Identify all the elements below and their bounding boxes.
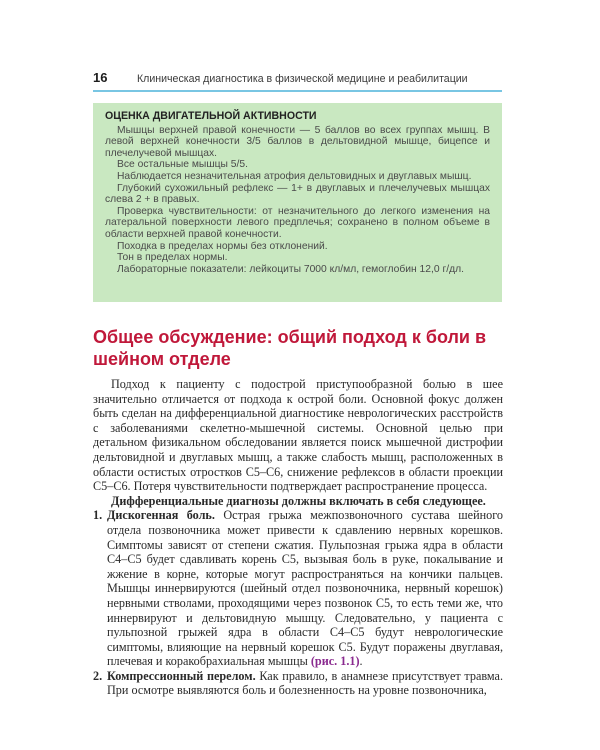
list-item-term: Компрессионный перелом.	[107, 668, 256, 683]
list-item-tail: .	[359, 654, 363, 669]
header-rule	[93, 90, 502, 92]
case-paragraph: Мышцы верхней правой конечности — 5 баллов во всех группах мышц. В левой верхней конечности 3/5 баллов в дельтовидной мышце, бицепсе и плечелучевой мышцах.	[105, 124, 490, 159]
running-header	[93, 70, 503, 86]
list-item-number: 2.	[93, 668, 103, 683]
case-paragraph: Проверка чувствительности: от незначительного до легкого изменения на латеральной поверхности левого предплечья; сохранено в полном объеме в области верхней правой конечности.	[105, 205, 490, 240]
case-box-title: ОЦЕНКА ДВИГАТЕЛЬНОЙ АКТИВНОСТИ	[105, 110, 317, 122]
section-title: Общее обсуждение: общий подход к боли в шейном отделе	[93, 327, 487, 369]
case-paragraph: Наблюдается незначительная атрофия дельтовидных и двуглавых мышц.	[117, 170, 472, 182]
list-item	[93, 508, 503, 669]
list-item-text: Как правило, в анамнезе присутствует травма. При осмотре выявляются боль и болезненность на уровне позвоночника,	[107, 668, 503, 698]
list-item-text: Острая грыжа межпозвоночного сустава шейного отдела позвоночника может привести к сдавлению нервных корешков. Симптомы зависят от степени сжатия. Пульпозная грыжа ядра в области C4–C5 будет сдавливать корень C5, вызывая боль в руке, покалывание и жжение в корне, которые могут распространяться на кончики пальцев. Мышцы иннервируются (шейный отдел позвоночника, нервный корешок) нервными стволами, проходящими через позвонок C5, то есть теми же, что иннервируют и дельтовидную мышцу. Следовательно, у пациента с пульпозной грыжей ядра в области C4–C5 будут неврологические симптомы, влияющие на нервный корешок C5. Будут поражены двуглавая, плечевая и коракобрахиальная мышцы	[107, 508, 504, 669]
case-box	[93, 103, 502, 302]
page-number: 16	[93, 70, 108, 85]
case-paragraph: Тон в пределах нормы.	[117, 252, 228, 264]
case-paragraph: Походка в пределах нормы без отклонений.	[117, 240, 328, 252]
running-title: Клиническая диагностика в физической медицине и реабилитации	[137, 73, 468, 85]
list-lead: Дифференциальные диагнозы должны включать в себя следующее.	[111, 493, 486, 508]
list-item-term: Дискогенная боль.	[107, 508, 215, 523]
body-text	[93, 377, 503, 698]
case-paragraph: Лабораторные показатели: лейкоциты 7000 кл/мл, гемоглобин 12,0 г/дл.	[117, 263, 464, 275]
figure-reference-link[interactable]: (рис. 1.1)	[310, 654, 360, 669]
case-paragraph: Все остальные мышцы 5/5.	[117, 159, 248, 171]
case-paragraph: Глубокий сухожильный рефлекс — 1+ в двуглавых и плечелучевых мышцах слева 2 + в правых.	[105, 182, 490, 206]
list-item	[93, 669, 503, 698]
intro-paragraph: Подход к пациенту с подострой приступообразной болью в шее значительно отличается от подхода к острой боли. Основной фокус должен быть сделан на дифференциальной диагностике неврологических расстройств с заболеваниями скелетно-мышечной системы. Основной целью при детальном физикальном обследовании является поиск мышечной дистрофии дельтовидной и двуглавых мышц, а также слабость мышц, расположенных в области остистых отростков C5–C6, снижение рефлексов в области проекции C5–C6. Потеря чувствительности подтверждает распространение процесса.	[93, 377, 503, 494]
list-item-number: 1.	[93, 508, 103, 523]
